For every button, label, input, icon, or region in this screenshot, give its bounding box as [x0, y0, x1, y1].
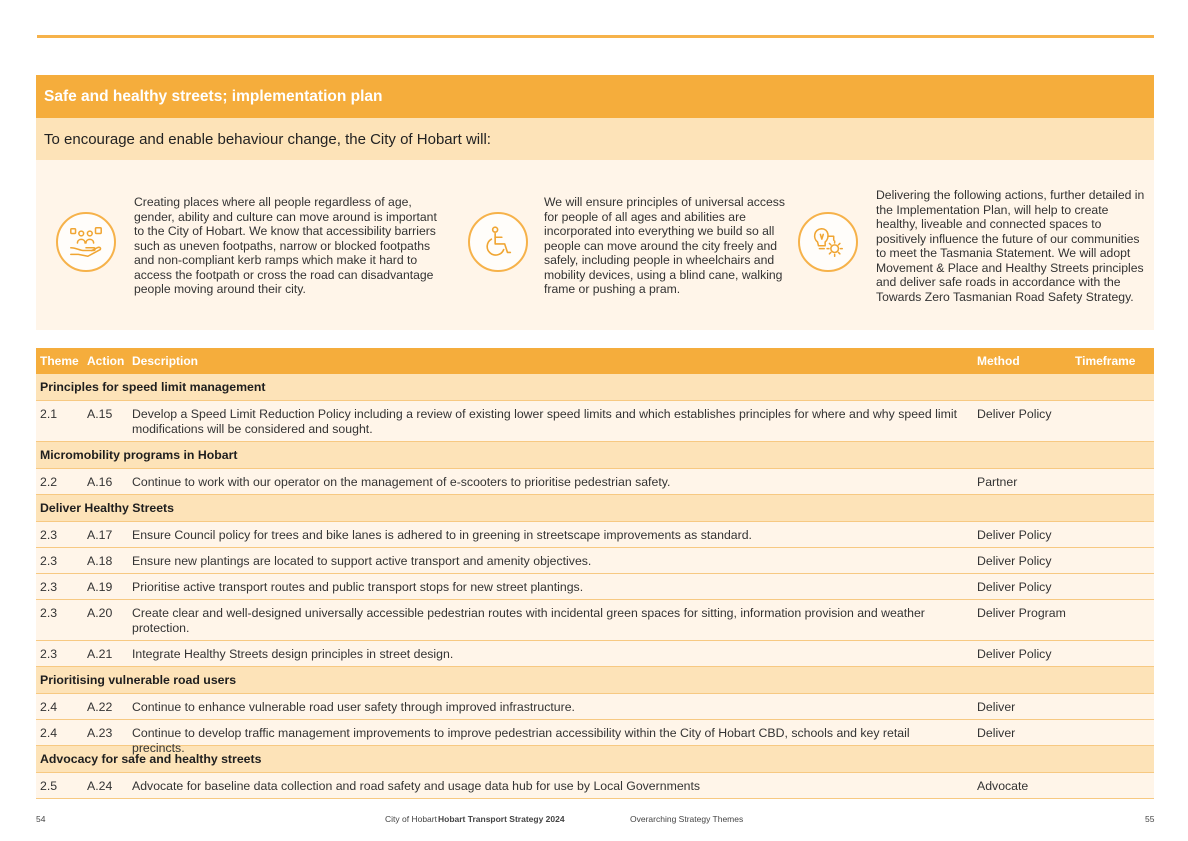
- cell-action: A.22: [87, 700, 113, 714]
- panel-column-3: [796, 160, 1154, 330]
- intro-panel: [36, 160, 1154, 330]
- header-theme: Theme: [40, 354, 79, 368]
- table-row: [36, 401, 1154, 442]
- cell-theme: 2.3: [40, 528, 58, 542]
- cell-action: A.15: [87, 407, 113, 421]
- panel-text-1: Creating places where all people regardless of age, gender, ability and culture can move around is important to the City of Hobart. We know that accessibility barriers such as uneven footpaths, narrow or blocked footpaths and non-compliant kerb ramps which make it hard to access the footpath or cross the road can disadvantage people moving around their city.: [134, 195, 437, 296]
- cell-method: Deliver Program: [977, 606, 1066, 620]
- table-group-heading: Advocacy for safe and healthy streets: [36, 746, 1154, 773]
- cell-action: A.21: [87, 647, 113, 661]
- cell-description: Ensure new plantings are located to support active transport and amenity objectives.: [132, 554, 592, 568]
- intro-statement: To encourage and enable behaviour change, the City of Hobart will:: [36, 118, 1154, 160]
- cell-description: Continue to enhance vulnerable road user safety through improved infrastructure.: [132, 700, 575, 714]
- lightbulb-gear-icon: [798, 212, 858, 272]
- table-header-row: [36, 348, 1154, 374]
- footer-org: City of Hobart: [385, 814, 437, 824]
- cell-method: Deliver Policy: [977, 407, 1052, 421]
- cell-theme: 2.3: [40, 647, 58, 661]
- people-in-hand-icon: [56, 212, 116, 272]
- header-description: Description: [132, 354, 199, 368]
- footer-doc-title: Hobart Transport Strategy 2024: [438, 814, 565, 824]
- top-rule: [37, 35, 1154, 38]
- cell-method: Deliver Policy: [977, 554, 1052, 568]
- cell-method: Advocate: [977, 779, 1029, 793]
- table-row: [36, 600, 1154, 641]
- cell-action: A.20: [87, 606, 113, 620]
- cell-theme: 2.1: [40, 407, 58, 421]
- header-timeframe: Timeframe: [1075, 354, 1136, 368]
- table-body: [36, 374, 1154, 799]
- cell-description: Develop a Speed Limit Reduction Policy including a review of existing lower speed limits and which establishes principles for where and why speed limit modifications will be considered and sought.: [132, 407, 957, 436]
- cell-description: Advocate for baseline data collection and road safety and usage data hub for use by Local Governments: [132, 779, 701, 793]
- table-group-heading: Prioritising vulnerable road users: [36, 667, 1154, 694]
- implementation-table: [36, 348, 1154, 799]
- cell-description: Ensure Council policy for trees and bike lanes is adhered to in greening in streetscape improvements as standard.: [132, 528, 752, 542]
- table-row: [36, 720, 1154, 755]
- panel-column-1: [36, 160, 456, 330]
- cell-action: A.24: [87, 779, 113, 793]
- cell-action: A.16: [87, 475, 113, 489]
- cell-method: Deliver Policy: [977, 647, 1052, 661]
- header-method: Method: [977, 354, 1020, 368]
- panel-text-2: We will ensure principles of universal access for people of all ages and abilities are incorporated into everything we build so all people can move around the city freely and safely, including people in wheelchairs and mobility devices, using a blind cane, walking frame or pushing a pram.: [544, 195, 785, 296]
- header-action: Action: [87, 354, 125, 368]
- panel-column-2: [456, 160, 796, 330]
- table-row: [36, 574, 1154, 600]
- section-title: Safe and healthy streets; implementation plan: [36, 75, 1154, 118]
- cell-method: Deliver: [977, 700, 1016, 714]
- wheelchair-icon: [468, 212, 528, 272]
- panel-text-3: Delivering the following actions, further detailed in the Implementation Plan, will help to create healthy, liveable and connected spaces to positively influence the future of our communities to meet the Tasmania Statement. We will adopt Movement & Place and Healthy Streets principles and deliver safe roads in accordance with the Towards Zero Tasmanian Road Safety Strategy.: [876, 188, 1145, 304]
- cell-description: Create clear and well-designed universally accessible pedestrian routes with incidental green spaces for sitting, information provision and weather protection.: [132, 606, 925, 635]
- table-row: [36, 522, 1154, 548]
- cell-theme: 2.3: [40, 580, 58, 594]
- cell-method: Deliver Policy: [977, 580, 1052, 594]
- table-row: [36, 694, 1154, 720]
- table-row: [36, 641, 1154, 667]
- page-number-right: 55: [1145, 814, 1155, 824]
- cell-method: Deliver: [977, 726, 1016, 740]
- cell-theme: 2.4: [40, 726, 58, 740]
- cell-action: A.17: [87, 528, 113, 542]
- cell-theme: 2.2: [40, 475, 58, 489]
- table-row: [36, 548, 1154, 574]
- cell-method: Deliver Policy: [977, 528, 1052, 542]
- cell-action: A.19: [87, 580, 113, 594]
- cell-description: Continue to develop traffic management improvements to improve pedestrian accessibility within the City of Hobart CBD, schools and key retail precincts.: [132, 726, 910, 755]
- cell-theme: 2.3: [40, 606, 58, 620]
- footer-section: Overarching Strategy Themes: [630, 814, 744, 824]
- table-group-heading: Deliver Healthy Streets: [36, 495, 1154, 522]
- cell-theme: 2.5: [40, 779, 58, 793]
- page-number-left: 54: [36, 814, 46, 824]
- cell-action: A.23: [87, 726, 113, 740]
- cell-description: Integrate Healthy Streets design principles in street design.: [132, 647, 454, 661]
- cell-theme: 2.4: [40, 700, 58, 714]
- cell-theme: 2.3: [40, 554, 58, 568]
- cell-description: Continue to work with our operator on the management of e-scooters to prioritise pedestrian safety.: [132, 475, 671, 489]
- page-footer: [0, 814, 1188, 828]
- table-row: [36, 469, 1154, 495]
- table-group-heading: Micromobility programs in Hobart: [36, 442, 1154, 469]
- cell-description: Prioritise active transport routes and public transport stops for new street plantings.: [132, 580, 584, 594]
- table-group-heading: Principles for speed limit management: [36, 374, 1154, 401]
- cell-action: A.18: [87, 554, 113, 568]
- cell-method: Partner: [977, 475, 1018, 489]
- table-row: [36, 773, 1154, 799]
